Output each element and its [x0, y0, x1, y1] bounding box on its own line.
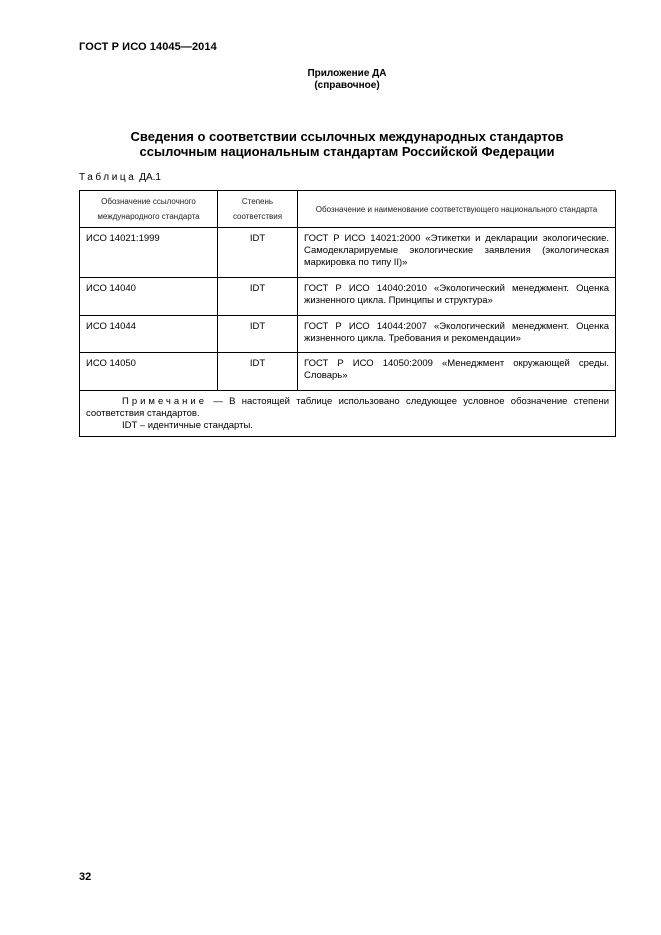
header-intl-standard: Обозначение ссылочного международного стандарта	[80, 191, 218, 228]
table-caption-number: ДА.1	[139, 172, 161, 183]
annex-heading	[0, 68, 661, 92]
table-caption-label: Таблица	[79, 172, 137, 183]
annex-title: Приложение ДА	[307, 68, 387, 79]
note-legend: IDT – идентичные стандарты.	[122, 420, 253, 431]
cell-national-standard: ГОСТ Р ИСО 14050:2009 «Менеджмент окружающей среды. Словарь»	[298, 353, 616, 391]
cell-intl-standard: ИСО 14021:1999	[80, 228, 218, 278]
header-national-standard: Обозначение и наименование соответствующего национального стандарта	[298, 191, 616, 228]
cell-intl-standard: ИСО 14050	[80, 353, 218, 391]
document-code: ГОСТ Р ИСО 14045—2014	[79, 41, 217, 53]
header-degree: Степень соответствия	[218, 191, 298, 228]
note-text: — В настоящей таблице использовано следующее условное обозначение степени соответствия стандартов.	[86, 396, 609, 419]
table-note-row	[80, 391, 616, 437]
cell-intl-standard: ИСО 14044	[80, 316, 218, 353]
note-paragraph	[86, 396, 609, 420]
table-header-row	[80, 191, 616, 228]
cell-national-standard: ГОСТ Р ИСО 14044:2007 «Экологический менеджмент. Оценка жизненного цикла. Требования и рекомендации»	[298, 316, 616, 353]
cell-degree: IDT	[218, 316, 298, 353]
table-row	[80, 353, 616, 391]
annex-subtitle: (справочное)	[314, 80, 380, 91]
cell-degree: IDT	[218, 353, 298, 391]
table-row	[80, 228, 616, 278]
cell-degree: IDT	[218, 228, 298, 278]
page-number: 32	[79, 871, 92, 883]
correspondence-table	[79, 190, 616, 437]
cell-national-standard: ГОСТ Р ИСО 14021:2000 «Этикетки и декларации экологические. Самодекларируемые экологические заявления (экологическая маркировка по типу II)»	[298, 228, 616, 278]
cell-national-standard: ГОСТ Р ИСО 14040:2010 «Экологический менеджмент. Оценка жизненного цикла. Принципы и структура»	[298, 278, 616, 316]
section-title	[79, 129, 615, 159]
table-row	[80, 278, 616, 316]
cell-degree: IDT	[218, 278, 298, 316]
section-title-line-2: ссылочным национальным стандартам Российской Федерации	[139, 144, 555, 159]
table-note	[80, 391, 616, 437]
section-title-line-1: Сведения о соответствии ссылочных международных стандартов	[130, 129, 564, 144]
cell-intl-standard: ИСО 14040	[80, 278, 218, 316]
table-caption	[79, 172, 161, 183]
note-label: Примечание	[122, 396, 207, 407]
table-row	[80, 316, 616, 353]
